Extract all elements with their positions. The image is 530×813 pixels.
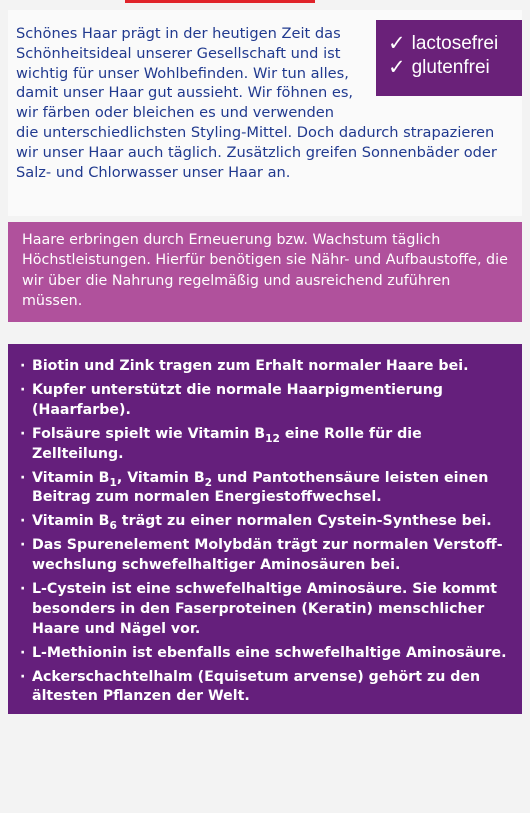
claim-text: Vitamin $B_1$, Vitamin $B_2$ und Pantothensäure leisten einen Beitrag zum normalen Energiestoffwechsel. xyxy=(32,469,489,506)
claim-text: Folsäure spielt wie Vitamin $B_{12}$ eine Rolle für die Zellteilung. xyxy=(32,425,422,462)
claim-text: L-Cystein ist eine schwefelhaltige Aminosäure. Sie kommt besonders in den Faserproteinen (Keratin) menschlicher Haare und Nägel vor. xyxy=(32,581,498,637)
bottom-blank-area xyxy=(0,722,530,813)
claim-text: Kupfer unterstützt die normale Haarpigmentierung (Haarfarbe). xyxy=(32,381,443,418)
claim-item xyxy=(20,536,512,576)
claim-item xyxy=(20,469,512,509)
claim-text: L-Methionin ist ebenfalls eine schwefelhaltige Aminosäure. xyxy=(32,644,507,661)
claim-item xyxy=(20,381,512,421)
claim-item xyxy=(20,668,512,708)
claim-item xyxy=(20,357,512,377)
badge-label: glutenfrei xyxy=(411,57,490,78)
claim-text: Biotin und Zink tragen zum Erhalt normaler Haare bei. xyxy=(32,358,469,374)
badge-label: lactosefrei xyxy=(411,33,499,54)
claims-box xyxy=(8,344,522,714)
check-icon: ✓ xyxy=(388,32,406,55)
info-box xyxy=(8,222,522,322)
claim-text: Vitamin $B_6$ trägt zu einer normalen Cystein-Synthese bei. xyxy=(32,513,492,533)
claim-item xyxy=(20,425,512,465)
claim-item xyxy=(20,580,512,639)
info-paragraph: Haare erbringen durch Erneuerung bzw. Wachstum täglich Höchstleistungen. Hierfür benötigen sie Nähr- und Aufbaustoffe, die wir über die Nahrung regelmäßig und ausreichend zuführen müssen. xyxy=(22,232,508,309)
claim-item xyxy=(20,644,512,664)
claim-item xyxy=(20,512,512,532)
claim-text: Ackerschachtelhalm (Equisetum arvense) gehört zu den ältesten Pflanzen der Welt. xyxy=(32,668,481,705)
claims-list xyxy=(20,357,512,707)
claim-text: Das Spurenelement Molybdän trägt zur normalen Verstoffwechslung schwefelhaltiger Aminosäuren bei. xyxy=(32,537,503,574)
check-icon: ✓ xyxy=(388,56,406,79)
intro-paragraph: Schönes Haar prägt in der heutigen Zeit das Schönheitsideal unserer Gesellschaft und ist wichtig für unser Wohlbefinden. Wir tun alles, damit unser Haar gut aussieht. Wir föhnen es, wir färben oder bleichen es und verwenden die unterschiedlichsten Styling-Mittel. Doch dadurch strapazieren wir unser Haar auch täglich. Zusätzlich greifen Sonnenbäder oder Salz- und Chlorwasser unser Haar an. xyxy=(16,25,497,181)
top-red-strip xyxy=(125,0,315,3)
badge-spacer xyxy=(358,24,516,104)
intro-paragraph-wrap xyxy=(16,24,516,182)
